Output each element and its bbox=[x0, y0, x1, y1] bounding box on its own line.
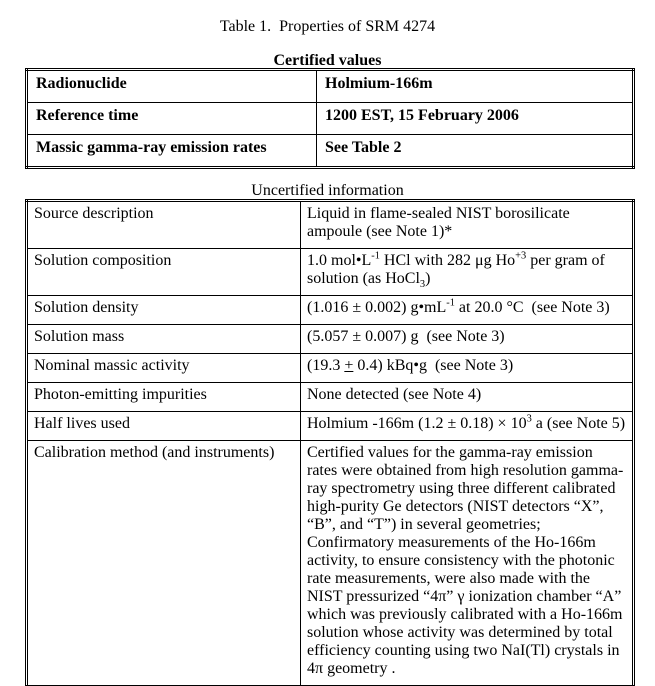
uncertified-information-table bbox=[25, 199, 635, 686]
table-row bbox=[27, 201, 634, 249]
row-value: None detected (see Note 4) bbox=[301, 383, 634, 412]
table-row bbox=[27, 325, 634, 354]
row-value: Liquid in flame-sealed NIST borosilicate ampoule (see Note 1)* bbox=[301, 201, 634, 249]
row-value: See Table 2 bbox=[317, 135, 634, 168]
row-label: Reference time bbox=[27, 103, 317, 135]
table-title: Table 1. Properties of SRM 4274 bbox=[219, 18, 436, 35]
row-value: 1.0 $mol•L^{-1}$ HCl with 282 μg $Ho^{+3}$ per gram of solution (as HoCl$_3$) bbox=[301, 249, 634, 296]
uncertified-information-heading: Uncertified information bbox=[251, 182, 404, 199]
table-row bbox=[27, 412, 634, 441]
row-label: Half lives used bbox=[27, 412, 301, 441]
row-label: Source description bbox=[27, 201, 301, 249]
row-value: Holmium -166m $(1.2 \pm 0.18) \times 10^3$ a (see Note 5) bbox=[301, 412, 634, 441]
row-value: Holmium-166m bbox=[317, 70, 634, 103]
row-label: Nominal massic activity bbox=[27, 354, 301, 383]
row-value: (19.3 + 0.4) kBq•g (see Note 3) bbox=[301, 354, 634, 383]
certified-values-heading: Certified values bbox=[273, 52, 382, 69]
table-row bbox=[27, 249, 634, 296]
certified-values-table bbox=[25, 68, 635, 169]
row-value: (1.016 ± 0.002) $g•mL^{-1}$ at 20.0 °C (see Note 3) bbox=[301, 296, 634, 325]
table-row bbox=[27, 441, 634, 686]
table-row bbox=[27, 296, 634, 325]
row-label: Solution composition bbox=[27, 249, 301, 296]
row-value: Certified values for the gamma-ray emission rates were obtained from high resolution gamma- ray spectrometry using three different calibrated high-purity Ge detectors (NIST detectors “X”, “B”, and “T”) in several geometries; Confirmatory measurements of the Ho-166m activity, to ensure consistency with the photonic rate measurements, were also made with the NIST pressurized “4π” γ ionization chamber “A” which was previously calibrated with a Ho-166m solution whose activity was determined by total efficiency counting using two NaI(Tl) crystals in 4π geometry . bbox=[301, 441, 634, 686]
table-row bbox=[27, 135, 634, 168]
table-row bbox=[27, 383, 634, 412]
row-label: Massic gamma-ray emission rates bbox=[27, 135, 317, 168]
row-label: Solution mass bbox=[27, 325, 301, 354]
row-label: Calibration method (and instruments) bbox=[27, 441, 301, 686]
table-row bbox=[27, 103, 634, 135]
row-label: Photon-emitting impurities bbox=[27, 383, 301, 412]
row-value: (5.057 ± 0.007) g (see Note 3) bbox=[301, 325, 634, 354]
table-row bbox=[27, 70, 634, 103]
row-label: Radionuclide bbox=[27, 70, 317, 103]
table-row bbox=[27, 354, 634, 383]
row-value: 1200 EST, 15 February 2006 bbox=[317, 103, 634, 135]
row-label: Solution density bbox=[27, 296, 301, 325]
